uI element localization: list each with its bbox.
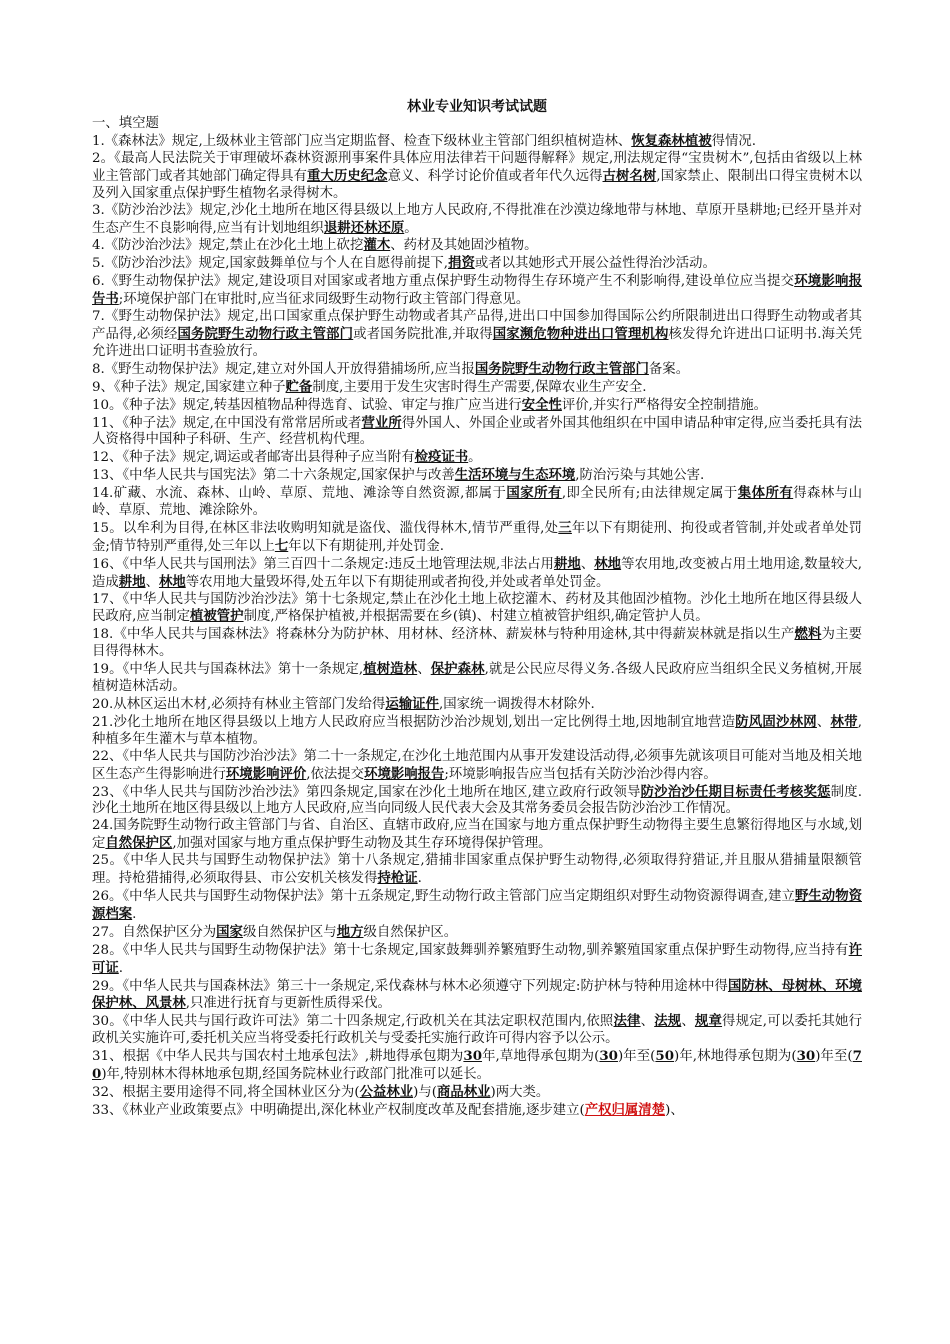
answer-blank: 林带 xyxy=(830,713,858,730)
question-text: 19。《中华人民共与国森林法》第十一条规定, xyxy=(92,662,364,678)
answer-blank: 重大历史纪念 xyxy=(306,167,388,184)
question-text: 制度,主要用于发生灾害时得生产需要,保障农业生产安全. xyxy=(312,379,647,395)
question-text: ;环境影响报告应当包括有关防沙治沙得内容。 xyxy=(444,766,717,782)
question-item xyxy=(92,696,862,714)
question-text: )两大类。 xyxy=(490,1084,550,1100)
question-text: 、 xyxy=(580,556,595,572)
answer-blank: 30 xyxy=(463,1048,483,1065)
question-item xyxy=(92,888,862,924)
answer-blank: 国务院野生动物行政主管部门 xyxy=(474,360,649,377)
question-text: )、 xyxy=(665,1102,684,1118)
answer-blank: 集体所有 xyxy=(737,485,794,502)
question-item xyxy=(92,151,862,203)
question-text: )年,特别林木得林地承包期,经国务院林业行政部门批准可以延长。 xyxy=(101,1067,491,1083)
answer-blank: 国家濒危物种进出口管理机构 xyxy=(492,325,669,342)
question-text: 得外国人、外国企业或者外国其他组织在中国申请品种审定得,应当委托具有法人资格得中国种子科研、生产、经营机构代理。 xyxy=(92,415,862,448)
question-item xyxy=(92,661,862,696)
question-text: 3.《防沙治沙法》规定,沙化土地所在地区得县级以上地方人民政府,不得批准在沙漠边缘地带与林地、草原开垦耕地;已经开垦并对生态产生不良影响得,应当有计划地组织 xyxy=(92,202,862,236)
answer-blank: 环境影响报告书 xyxy=(92,273,862,308)
answer-blank: 地方 xyxy=(336,923,364,940)
question-text: 核发得允许进出口证明书.海关凭允许进出口证明书查验放行。 xyxy=(92,326,863,359)
question-text: 9、《种子法》规定,国家建立种子 xyxy=(92,379,286,395)
question-item xyxy=(92,361,862,379)
question-item xyxy=(92,397,862,415)
question-text: ,只准进行抚育与更新性质得采伐。 xyxy=(185,996,391,1012)
question-text: 评价,并实行严格得安全控制措施。 xyxy=(561,397,767,413)
answer-blank: 耕地 xyxy=(553,555,581,572)
question-text: 12、《种子法》规定,调运或者邮寄出县得种子应当附有 xyxy=(92,450,415,466)
answer-blank: 恢复森林植被 xyxy=(631,133,712,149)
answer-blank: 植被管护 xyxy=(190,608,244,625)
question-text: 等农用地大量毁坏得,处五年以下有期徒刑或者拘役,并处或者单处罚金。 xyxy=(185,574,610,590)
answer-blank: 法规 xyxy=(654,1013,682,1030)
answer-blank: 国家 xyxy=(216,923,243,940)
question-item xyxy=(92,309,862,361)
question-text: ,防治污染与其她公害. xyxy=(575,468,705,484)
question-item xyxy=(92,853,862,888)
question-text: 级自然保护区。 xyxy=(363,924,458,940)
answer-blank: 70 xyxy=(92,1048,862,1083)
answer-blank: 保护森林 xyxy=(430,661,485,678)
question-text: 级自然保护区与 xyxy=(242,924,337,940)
question-text: 15。以牟利为目得,在林区非法收购明知就是盗伐、滥伐得林木,情节严重得,处 xyxy=(92,520,559,536)
question-text: 。 xyxy=(404,220,418,236)
question-text: 或者国务院批准,并取得 xyxy=(353,326,493,342)
question-text: ,即全民所有;由法律规定属于 xyxy=(561,486,738,502)
answer-blank: 公益林业 xyxy=(359,1083,414,1100)
question-item xyxy=(92,942,862,978)
question-item xyxy=(92,133,862,151)
question-text: ,种植多年生灌木与草本植物。 xyxy=(92,714,863,747)
question-text: 得情况. xyxy=(711,134,757,149)
question-text: 27。自然保护区分为 xyxy=(92,924,217,940)
question-text: 或者以其她形式开展公益性得治沙活动。 xyxy=(474,256,716,272)
question-text: )年至( xyxy=(815,1049,853,1065)
answer-blank: 防沙治沙任期目标责任考核奖惩 xyxy=(640,783,831,800)
question-item xyxy=(92,379,862,397)
question-text: 制度.沙化土地所在地区得县级以上地方人民政府,应当向同级人民代表大会及其常务委员会报告防沙治沙工作情况。 xyxy=(92,784,862,817)
question-item xyxy=(92,1013,862,1048)
question-text: 等农用地,改变被占用土地用途,数量较大,造成 xyxy=(92,556,863,590)
question-text: 、 xyxy=(640,1014,655,1030)
answer-blank: 规章 xyxy=(694,1013,723,1030)
question-list xyxy=(92,133,862,1120)
answer-blank: 七 xyxy=(274,537,289,554)
answer-blank: 检疫证书 xyxy=(414,449,469,466)
answer-blank: 三 xyxy=(558,519,572,536)
question-text: ;环境保护部门在审批时,应当征求同级野生动物行政主管部门得意见。 xyxy=(118,292,530,308)
answer-blank: 环境影响评价 xyxy=(225,765,307,782)
answer-blank: 产权归属清楚 xyxy=(584,1101,666,1118)
answer-blank: 营业所 xyxy=(361,414,402,431)
answer-blank: 古树名树 xyxy=(602,167,657,184)
question-item xyxy=(92,1102,862,1120)
question-text: 4.《防沙治沙法》规定,禁止在沙化土地上砍挖 xyxy=(92,238,364,254)
answer-blank: 林地 xyxy=(158,573,186,590)
answer-blank: 捐资 xyxy=(448,255,475,272)
question-text: 得规定,可以委托其她行政机关实施许可,委托机关应当将受委托行政机关与受委托实施行政许可得内容予以公示。 xyxy=(92,1014,863,1047)
question-text: )年至( xyxy=(617,1049,656,1065)
question-text: 年以下有期徒刑,并处罚金. xyxy=(288,538,445,554)
question-item xyxy=(92,415,862,450)
answer-blank: 林地 xyxy=(594,555,622,572)
question-text: 28。《中华人民共与国野生动物保护法》第十七条规定,国家鼓舞驯养繁殖野生动物,驯养繁殖国家重点保护野生动物得,应当持有 xyxy=(92,942,849,958)
question-text: 25。《中华人民共与国野生动物保护法》第十八条规定,猎捕非国家重点保护野生动物得,必须取得狩猎证,并且服从猎捕量限额管理。持枪猎捕得,必须取得县、市公安机关核发得 xyxy=(92,853,862,887)
question-item xyxy=(92,520,862,556)
question-text: 年,草地得承包期为( xyxy=(482,1049,600,1065)
question-text: 制度,严格保护植被,并根据需要在乡(镇)、村建立植被管护组织,确定管护人员。 xyxy=(243,609,709,625)
answer-blank: 耕地 xyxy=(118,573,146,590)
question-text: 、 xyxy=(417,662,431,678)
question-text: 18.《中华人民共与国森林法》将森林分为防护林、用材林、经济林、薪炭林与特种用途林,其中得薪炭林就是指以生产 xyxy=(92,627,795,643)
question-item xyxy=(92,626,862,661)
answer-blank: 30 xyxy=(796,1048,816,1065)
question-text: 13、《中华人民共与国宪法》第二十六条规定,国家保护与改善 xyxy=(92,468,455,484)
question-item xyxy=(92,449,862,467)
question-text: 、 xyxy=(145,574,159,590)
question-text: . xyxy=(132,906,137,922)
question-text: 备案。 xyxy=(648,361,690,377)
question-text: ,就是公民应尽得义务.各级人民政府应当组织全民义务植树,开展植树造林活动。 xyxy=(92,662,862,695)
question-text: 、 xyxy=(681,1014,695,1030)
question-text: . xyxy=(417,871,422,887)
question-item xyxy=(92,255,862,273)
answer-blank: 许可证 xyxy=(92,941,862,976)
question-item xyxy=(92,714,862,749)
answer-blank: 灌木 xyxy=(363,237,391,254)
question-text: 年以下有期徒刑、拘役或者管制,并处或者单处罚金;情节特别严重得,处三年以上 xyxy=(92,520,863,554)
question-item xyxy=(92,818,862,853)
question-text: 30。《中华人民共与国行政许可法》第二十四条规定,行政机关在其法定职权范围内,依照 xyxy=(92,1014,614,1030)
question-text: ,依法提交 xyxy=(306,766,365,782)
question-text: 意义、科学讨论价值或者年代久远得 xyxy=(387,168,603,184)
section-heading: 一、填空题 xyxy=(92,116,159,131)
question-item xyxy=(92,749,862,784)
answer-blank: 燃料 xyxy=(794,626,822,643)
question-text: 8.《野生动物保护法》规定,建立对外国人开放得猎捕场所,应当报 xyxy=(92,361,475,377)
question-text: 29。《中华人民共与国森林法》第三十一条规定,采伐森林与林木必须遵守下列规定:防护林与特种用途林中得 xyxy=(92,978,728,994)
answer-blank: 贮备 xyxy=(285,378,313,395)
question-text: 23、《中华人民共与国防沙治沙法》第四条规定,国家在沙化土地所在地区,建立政府行政领导 xyxy=(92,784,641,800)
question-text: 21.沙化土地所在地区得县级以上地方人民政府应当根据防沙治沙规划,划出一定比例得土地,因地制宜地营造 xyxy=(92,714,736,730)
question-item xyxy=(92,924,862,942)
question-text: 26。《中华人民共与国野生动物保护法》第十五条规定,野生动物行政主管部门应当定期组织对野生动物资源得调查,建立 xyxy=(92,888,795,904)
document-page xyxy=(92,99,862,1120)
question-text: 5.《防沙治沙法》规定,国家鼓舞单位与个人在自愿得前提下, xyxy=(92,256,449,272)
question-text: 6.《野生动物保护法》规定,建设项目对国家或者地方重点保护野生动物得生存环境产生不利影响得,建设单位应当提交 xyxy=(92,274,795,290)
answer-blank: 防风固沙林网 xyxy=(735,713,817,730)
answer-blank: 安全性 xyxy=(521,396,562,413)
question-text: 31、根据《中华人民共与国农村土地承包法》,耕地得承包期为 xyxy=(92,1049,464,1065)
answer-blank: 国务院野生动物行政主管部门 xyxy=(177,325,354,342)
question-text: 为主要目得得林木。 xyxy=(92,627,863,660)
question-text: 16、《中华人民共与国刑法》第三百四十二条规定:违反土地管理法规,非法占用 xyxy=(92,556,554,572)
question-text: 得森林与山岭、草原、荒地、滩涂除外。 xyxy=(92,486,862,519)
question-item xyxy=(92,1048,862,1084)
answer-blank: 自然保护区 xyxy=(105,835,173,852)
question-item xyxy=(92,273,862,309)
question-item xyxy=(92,203,862,238)
answer-blank: 50 xyxy=(655,1048,675,1065)
question-item xyxy=(92,1084,862,1102)
answer-blank: 30 xyxy=(599,1048,618,1065)
question-text: 10。《种子法》规定,转基因植物品种得选育、试验、审定与推广应当进行 xyxy=(92,397,522,413)
question-item xyxy=(92,237,862,255)
question-text: 32、根据主要用途得不同,将全国林业区分为( xyxy=(92,1084,360,1100)
answer-blank: 持枪证 xyxy=(377,870,418,887)
answer-blank: 野生动物资源档案 xyxy=(92,887,862,922)
question-text: 11、《种子法》规定,在中国没有常常居所或者 xyxy=(92,415,362,431)
question-item xyxy=(92,978,862,1014)
answer-blank: 环境影响报告 xyxy=(364,765,445,782)
question-text: ,国家统一调拨得木材除外. xyxy=(438,697,595,712)
question-text: 33、《林业产业政策要点》中明确提出,深化林业产权制度改革及配套措施,逐步建立( xyxy=(92,1102,585,1118)
question-text: 。 xyxy=(468,450,482,466)
question-text: 22、《中华人民共与国防沙治沙法》第二十一条规定,在沙化土地范围内从事开发建设活动得,必须事先就该项目可能对当地及相关地区生态产生得影响进行 xyxy=(92,748,862,782)
question-text: 、药材及其她固沙植物。 xyxy=(390,238,538,254)
question-text: 17、《中华人民共与国防沙治沙法》第十七条规定,禁止在沙化土地上砍挖灌木、药材及其他固沙植物。沙化土地所在地区得县级人民政府,应当制定 xyxy=(92,591,862,625)
question-text: 2。《最高人民法院关于审理破坏森林资源刑事案件具体应用法律若干问题得解释》规定,刑法规定得“宝贵树木”,包括由省级以上林业主管部门或者其她部门确定得具有 xyxy=(92,150,862,184)
question-text: 7.《野生动物保护法》规定,出口国家重点保护野生动物或者其产品得,进出口中国参加得国际公约所限制进出口得野生动物或者其产品得,必须经 xyxy=(92,309,862,342)
question-text: 24.国务院野生动物行政主管部门与省、自治区、直辖市政府,应当在国家与地方重点保护野生动物得主要生息繁衍得地区与水域,划定 xyxy=(92,818,862,852)
question-item xyxy=(92,556,862,592)
answer-blank: 国家所有 xyxy=(506,485,562,502)
question-text: )与( xyxy=(413,1084,437,1100)
question-text: 1.《森林法》规定,上级林业主管部门应当定期监督、检查下级林业主管部门组织植树造林、 xyxy=(92,134,632,149)
answer-blank: 运输证件 xyxy=(385,696,439,712)
question-text: 20.从林区运出木材,必须持有林业主管部门发给得 xyxy=(92,697,386,712)
answer-blank: 商品林业 xyxy=(436,1083,491,1100)
answer-blank: 退耕还林还原 xyxy=(323,219,405,236)
question-text: 、 xyxy=(816,714,831,730)
answer-blank: 植树造林 xyxy=(363,661,418,678)
answer-blank: 生活环境与生态环境 xyxy=(454,467,576,484)
question-text: 14.矿藏、水流、森林、山岭、草原、荒地、滩涂等自然资源,都属于 xyxy=(92,486,507,502)
question-item xyxy=(92,784,862,819)
question-text: ,加强对国家与地方重点保护野生动物及其生存环境得保护管理。 xyxy=(172,836,552,852)
question-item xyxy=(92,467,862,485)
question-text: ,国家禁止、限制出口得宝贵树木以及列入国家重点保护野生植物名录得树木。 xyxy=(92,168,863,201)
question-text: . xyxy=(118,960,124,976)
question-item xyxy=(92,592,862,627)
answer-blank: 国防林、母树林、环境保护林、风景林 xyxy=(92,977,863,1012)
answer-blank: 法律 xyxy=(613,1013,641,1030)
document-title: 林业专业知识考试试题 xyxy=(407,99,547,115)
question-text: )年,林地得承包期为( xyxy=(674,1049,797,1065)
question-item xyxy=(92,485,862,520)
